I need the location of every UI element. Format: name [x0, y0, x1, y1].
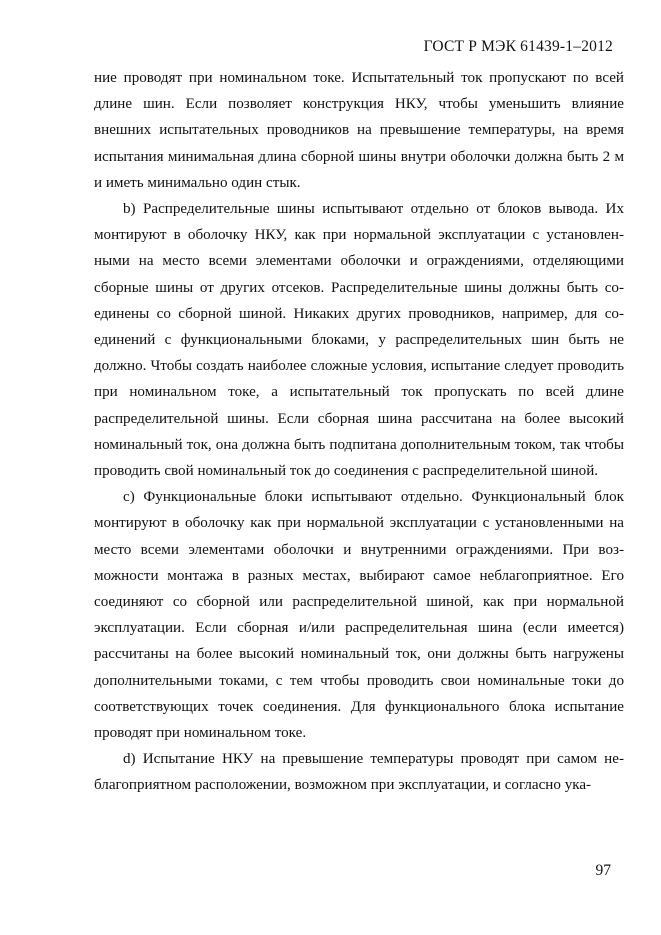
- page-number: 97: [595, 862, 611, 879]
- document-body: [94, 65, 624, 799]
- paragraph-d: d) Испытание НКУ на превышение температуры проводят при самом неблагоприятном расположении, возможном при эксплуатации, и согласно ука-: [94, 751, 624, 794]
- paragraph-b: b) Распределительные шины испытывают отдельно от блоков вывода. Их монтируют в оболочку НКУ, как при нормальной эксплуатации с установленными на место всеми элементами оболочки и ограждениями, отделяющими сборные шины от других отсеков. Распределительные шины должны быть соединены со сборной шиной. Никаких других проводников, например, для соединений с функциональными блоками, у распределительных шин быть не должно. Чтобы создать наиболее сложные условия, испытание следует проводить при номинальном токе, а испытательный ток пропускать по всей длине распределительной шины. Если сборная шина рассчитана на более высокий номинальный ток, она должна быть подпитана дополнительным током, так чтобы проводить свой номинальный ток до соединения с распределительной шиной.: [94, 201, 624, 480]
- paragraph-c: c) Функциональные блоки испытывают отдельно. Функциональный блок монтируют в оболочку как при нормальной эксплуатации с установленными на место всеми элементами оболочки и внутренними ограждениями. При возможности монтажа в разных местах, выбирают самое неблагоприятное. Его соединяют со сборной или распределительной шиной, как при нормальной эксплуатации. Если сборная и/или распределительная шина (если имеется) рассчитаны на более высокий номинальный ток, они должны быть нагружены дополнительными токами, с тем чтобы проводить свои номинальные токи до соответствующих точек соединения. Для функционального блока испытание проводят при номинальном токе.: [94, 489, 624, 742]
- paragraph-continuation: ние проводят при номинальном токе. Испытательный ток пропускают по всей длине шин. Если позволяет конструкция НКУ, чтобы уменьшить влияние внешних испытательных проводников на превышение температуры, на время испытания минимальная длина сборной шины внутри оболочки должна быть 2 м и иметь минимально один стык.: [94, 70, 624, 191]
- document-header: ГОСТ Р МЭК 61439-1–2012: [423, 38, 613, 55]
